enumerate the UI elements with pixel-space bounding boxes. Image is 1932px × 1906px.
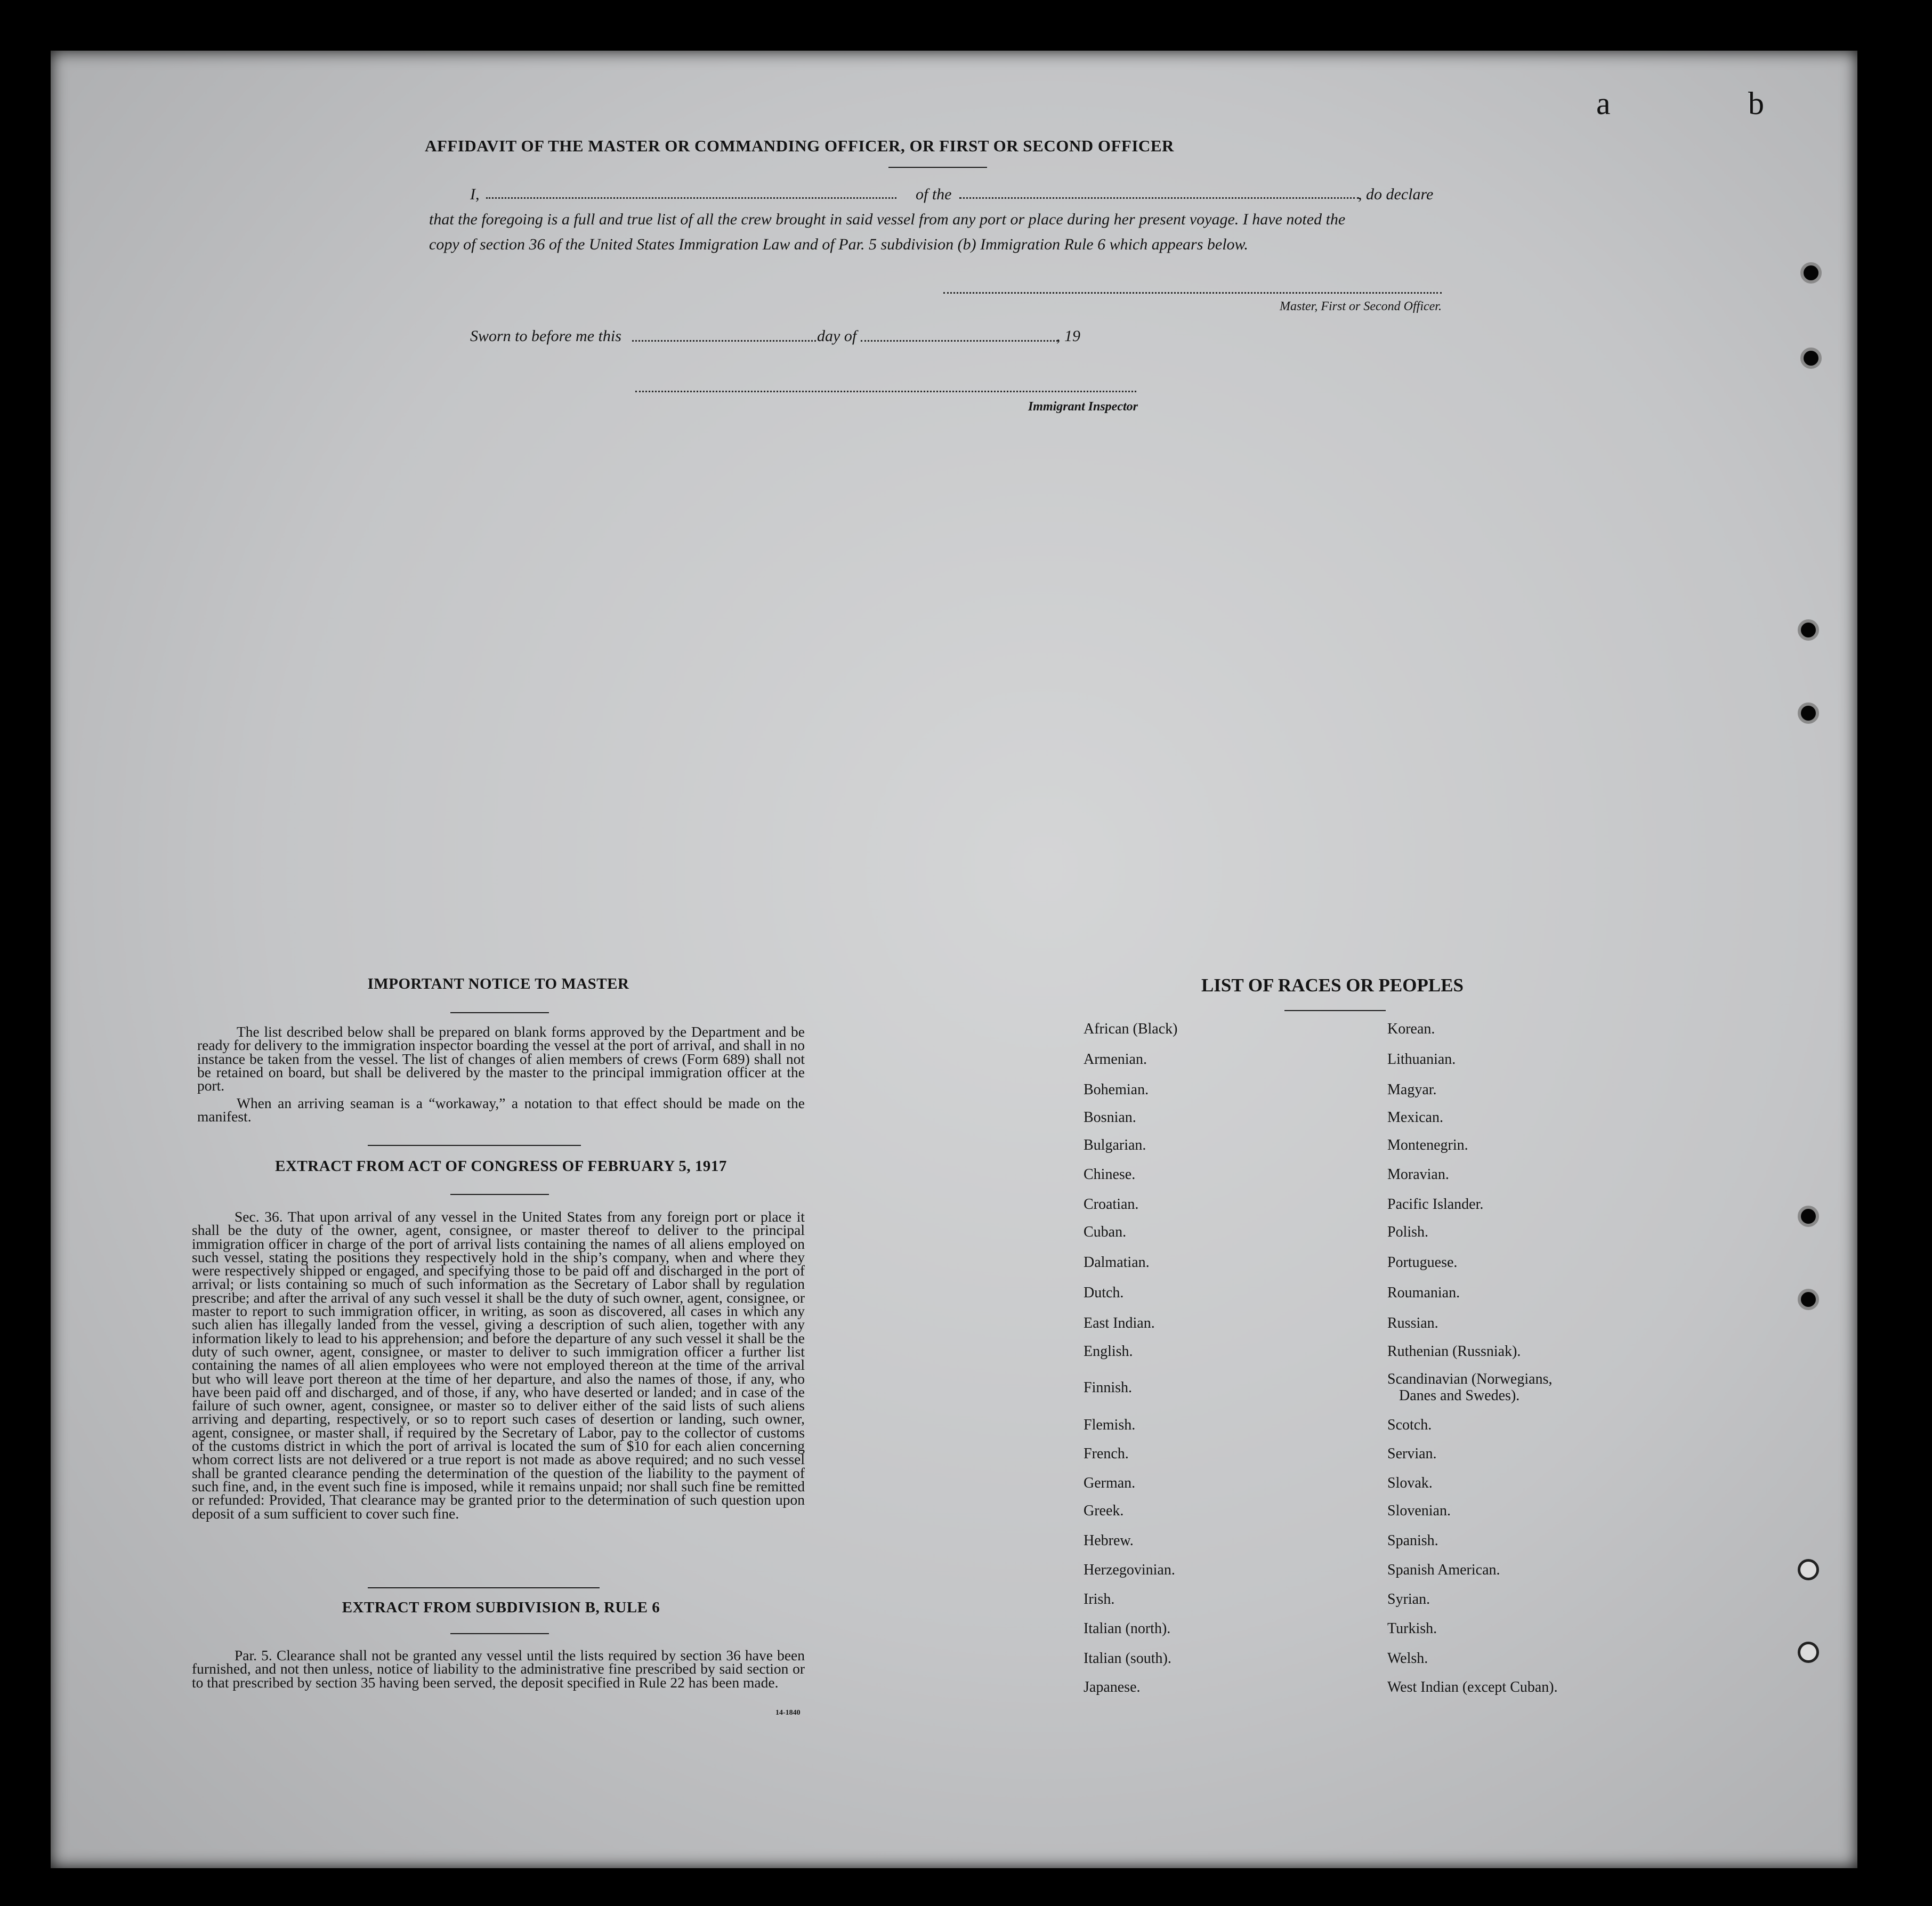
binder-hole — [1798, 1206, 1819, 1227]
race-item: Finnish. — [1084, 1379, 1133, 1396]
master-signature-label: Master, First or Second Officer. — [1280, 300, 1442, 313]
binder-hole — [1800, 348, 1822, 369]
divider — [368, 1587, 600, 1588]
race-item: Greek. — [1084, 1503, 1124, 1519]
name-blank — [486, 197, 896, 199]
divider — [1284, 1010, 1386, 1011]
corner-mark-right: b — [1748, 86, 1764, 121]
race-item: Dutch. — [1084, 1285, 1124, 1301]
race-item: Danes and Swedes). — [1399, 1387, 1520, 1404]
race-item: West Indian (except Cuban). — [1387, 1679, 1558, 1695]
race-item: Korean. — [1387, 1021, 1435, 1037]
extract-act-title: EXTRACT FROM ACT OF CONGRESS OF FEBRUARY 5, 1917 — [275, 1158, 727, 1175]
vessel-blank — [959, 197, 1359, 199]
affidavit-line-3: copy of section 36 of the United States Immigration Law and of Par. 5 subdivision (b) Immigration Rule 6 which appears below. — [429, 236, 1248, 253]
race-item: Scotch. — [1387, 1417, 1432, 1433]
affidavit-title: AFFIDAVIT OF THE MASTER OR COMMANDING OFFICER, OR FIRST OR SECOND OFFICER — [425, 136, 1174, 155]
divider — [368, 1145, 581, 1146]
binder-hole — [1798, 1559, 1819, 1580]
sworn-label: Sworn to before me this — [470, 327, 621, 345]
race-item: English. — [1084, 1343, 1133, 1360]
race-item: Montenegrin. — [1387, 1137, 1468, 1153]
affidavit-declare-label: , do declare — [1358, 185, 1434, 203]
binder-hole — [1800, 262, 1822, 284]
race-item: Bosnian. — [1084, 1109, 1136, 1126]
race-item: Ruthenian (Russniak). — [1387, 1343, 1521, 1360]
divider — [888, 167, 987, 168]
affidavit-line-2: that the foregoing is a full and true list of all the crew brought in said vessel from any port or place during her present voyage. I have noted the — [429, 211, 1346, 228]
notice-paragraph-2: When an arriving seaman is a “workaway,” a notation to that effect should be made on the manifest. — [197, 1095, 805, 1125]
races-title: LIST OF RACES OR PEOPLES — [1201, 975, 1464, 996]
race-item: East Indian. — [1084, 1315, 1155, 1331]
affidavit-i-label: I, — [470, 185, 480, 203]
sworn-year-label: , 19 — [1056, 327, 1080, 345]
race-item: Magyar. — [1387, 1081, 1437, 1098]
corner-mark-left: a — [1596, 86, 1611, 121]
race-item: Slovenian. — [1387, 1503, 1451, 1519]
race-item: Slovak. — [1387, 1475, 1433, 1491]
race-item: Portuguese. — [1387, 1254, 1458, 1271]
race-item: Italian (north). — [1084, 1620, 1171, 1637]
race-item: Chinese. — [1084, 1166, 1136, 1183]
notice-paragraph-1: The list described below shall be prepared on blank forms approved by the Department and be ready for delivery to the immigration inspector boarding the vessel at the port of arrival, and shall in no instance be taken from the vessel. The list of changes of alien members of crews (Form 689) shall not be retained on board, but shall be delivered by the master to the principal immigration officer at the port. — [197, 1023, 805, 1094]
binder-hole — [1798, 1289, 1819, 1310]
binder-hole — [1798, 1642, 1819, 1663]
race-item: Dalmatian. — [1084, 1254, 1150, 1271]
extract-rule-body: Par. 5. Clearance shall not be granted any vessel until the lists required by section 36 have been furnished, and not then unless, notice of liability to the administrative fine prescribed by said section or to that prescribed by section 35 having been served, the deposit specified in Rule 22 has been made. — [192, 1647, 805, 1691]
race-item: Moravian. — [1387, 1166, 1449, 1183]
divider — [450, 1194, 549, 1195]
race-item: Pacific Islander. — [1387, 1196, 1484, 1213]
form-number: 14-1840 — [775, 1709, 801, 1717]
notice-title: IMPORTANT NOTICE TO MASTER — [367, 975, 629, 992]
inspector-signature-line — [635, 391, 1136, 392]
race-item: Polish. — [1387, 1224, 1429, 1240]
race-item: Flemish. — [1084, 1417, 1136, 1433]
race-item: Japanese. — [1084, 1679, 1141, 1695]
binder-hole — [1798, 619, 1819, 641]
race-item: Roumanian. — [1387, 1285, 1460, 1301]
race-item: Irish. — [1084, 1591, 1115, 1608]
divider — [450, 1012, 549, 1013]
race-item: French. — [1084, 1445, 1129, 1462]
race-item: Armenian. — [1084, 1051, 1147, 1068]
race-item: Spanish. — [1387, 1532, 1438, 1549]
sworn-month-blank — [861, 340, 1058, 342]
binder-hole — [1798, 702, 1819, 724]
extract-rule-title: EXTRACT FROM SUBDIVISION B, RULE 6 — [342, 1599, 660, 1616]
document-page — [51, 51, 1857, 1868]
race-item: Hebrew. — [1084, 1532, 1134, 1549]
race-item: Lithuanian. — [1387, 1051, 1456, 1068]
master-signature-line — [943, 292, 1442, 294]
race-item: Bohemian. — [1084, 1081, 1149, 1098]
race-item: Italian (south). — [1084, 1650, 1171, 1667]
race-item: Syrian. — [1387, 1591, 1430, 1608]
race-item: Bulgarian. — [1084, 1137, 1146, 1153]
race-item: Croatian. — [1084, 1196, 1139, 1213]
divider — [450, 1633, 549, 1634]
sworn-day-blank — [632, 340, 816, 342]
race-item: African (Black) — [1084, 1021, 1178, 1037]
race-item: German. — [1084, 1475, 1136, 1491]
extract-act-body: Sec. 36. That upon arrival of any vessel in the United States from any foreign port or place it shall be the duty of the owner, agent, consignee, or master thereof to deliver to the principal immigration officer in charge of the port of arrival lists containing the names of all aliens employed on such vessel, stating the positions they respectively hold in the ship’s company, when and where they were respectively shipped or engaged, and specifying those to be paid off and discharged in the port of arrival; or lists containing so much of such information as the Secretary of Labor shall by regulation prescribe; and after the arrival of any such vessel it shall be the duty of such owner, agent, consignee, or master to report to such immigration officer, in writing, as soon as discovered, all cases in which any such alien has illegally landed from the vessel, giving a description of such alien, together with any information likely to lead to his apprehension; and before the departure of any such vessel it shall be the duty of such owner, agent, consignee, or master to deliver to such immigration officer a further list containing the names of all alien employees who were not employed thereon at the time of the arrival but who will leave port thereon at the time of her departure, and also the names of those, if any, who have been paid off and discharged, and of those, if any, who have deserted or landed; and in case of the failure of such owner, agent, consignee, or master so to deliver either of the said lists of such aliens arriving and departing, respectively, or so to report such cases of desertion or landing, such owner, agent, consignee, or master shall, if required by the Secretary of Labor, pay to the collector of customs of the customs district in which the port of arrival is located the sum of $10 for each alien concerning whom correct lists are not delivered or a true report is not made as above required; and no such vessel shall be granted clearance pending the determination of the question of the liability to the payment of such fine, and, in the event such fine is imposed, while it remains unpaid; nor shall such fine be remitted or refunded: Provided, That clearance may be granted prior to the determination of such question upon deposit of a sum sufficient to cover such fine. — [192, 1208, 805, 1522]
race-item: Herzegovinian. — [1084, 1562, 1175, 1578]
race-item: Servian. — [1387, 1445, 1437, 1462]
race-item: Spanish American. — [1387, 1562, 1500, 1578]
inspector-label: Immigrant Inspector — [1028, 400, 1138, 414]
race-item: Mexican. — [1387, 1109, 1443, 1126]
race-item: Welsh. — [1387, 1650, 1428, 1667]
race-item: Turkish. — [1387, 1620, 1437, 1637]
race-item: Russian. — [1387, 1315, 1438, 1331]
sworn-day-of-label: day of — [817, 327, 857, 345]
race-item: Scandinavian (Norwegians, — [1387, 1371, 1553, 1387]
affidavit-of-the-label: of the — [916, 185, 952, 203]
race-item: Cuban. — [1084, 1224, 1127, 1240]
